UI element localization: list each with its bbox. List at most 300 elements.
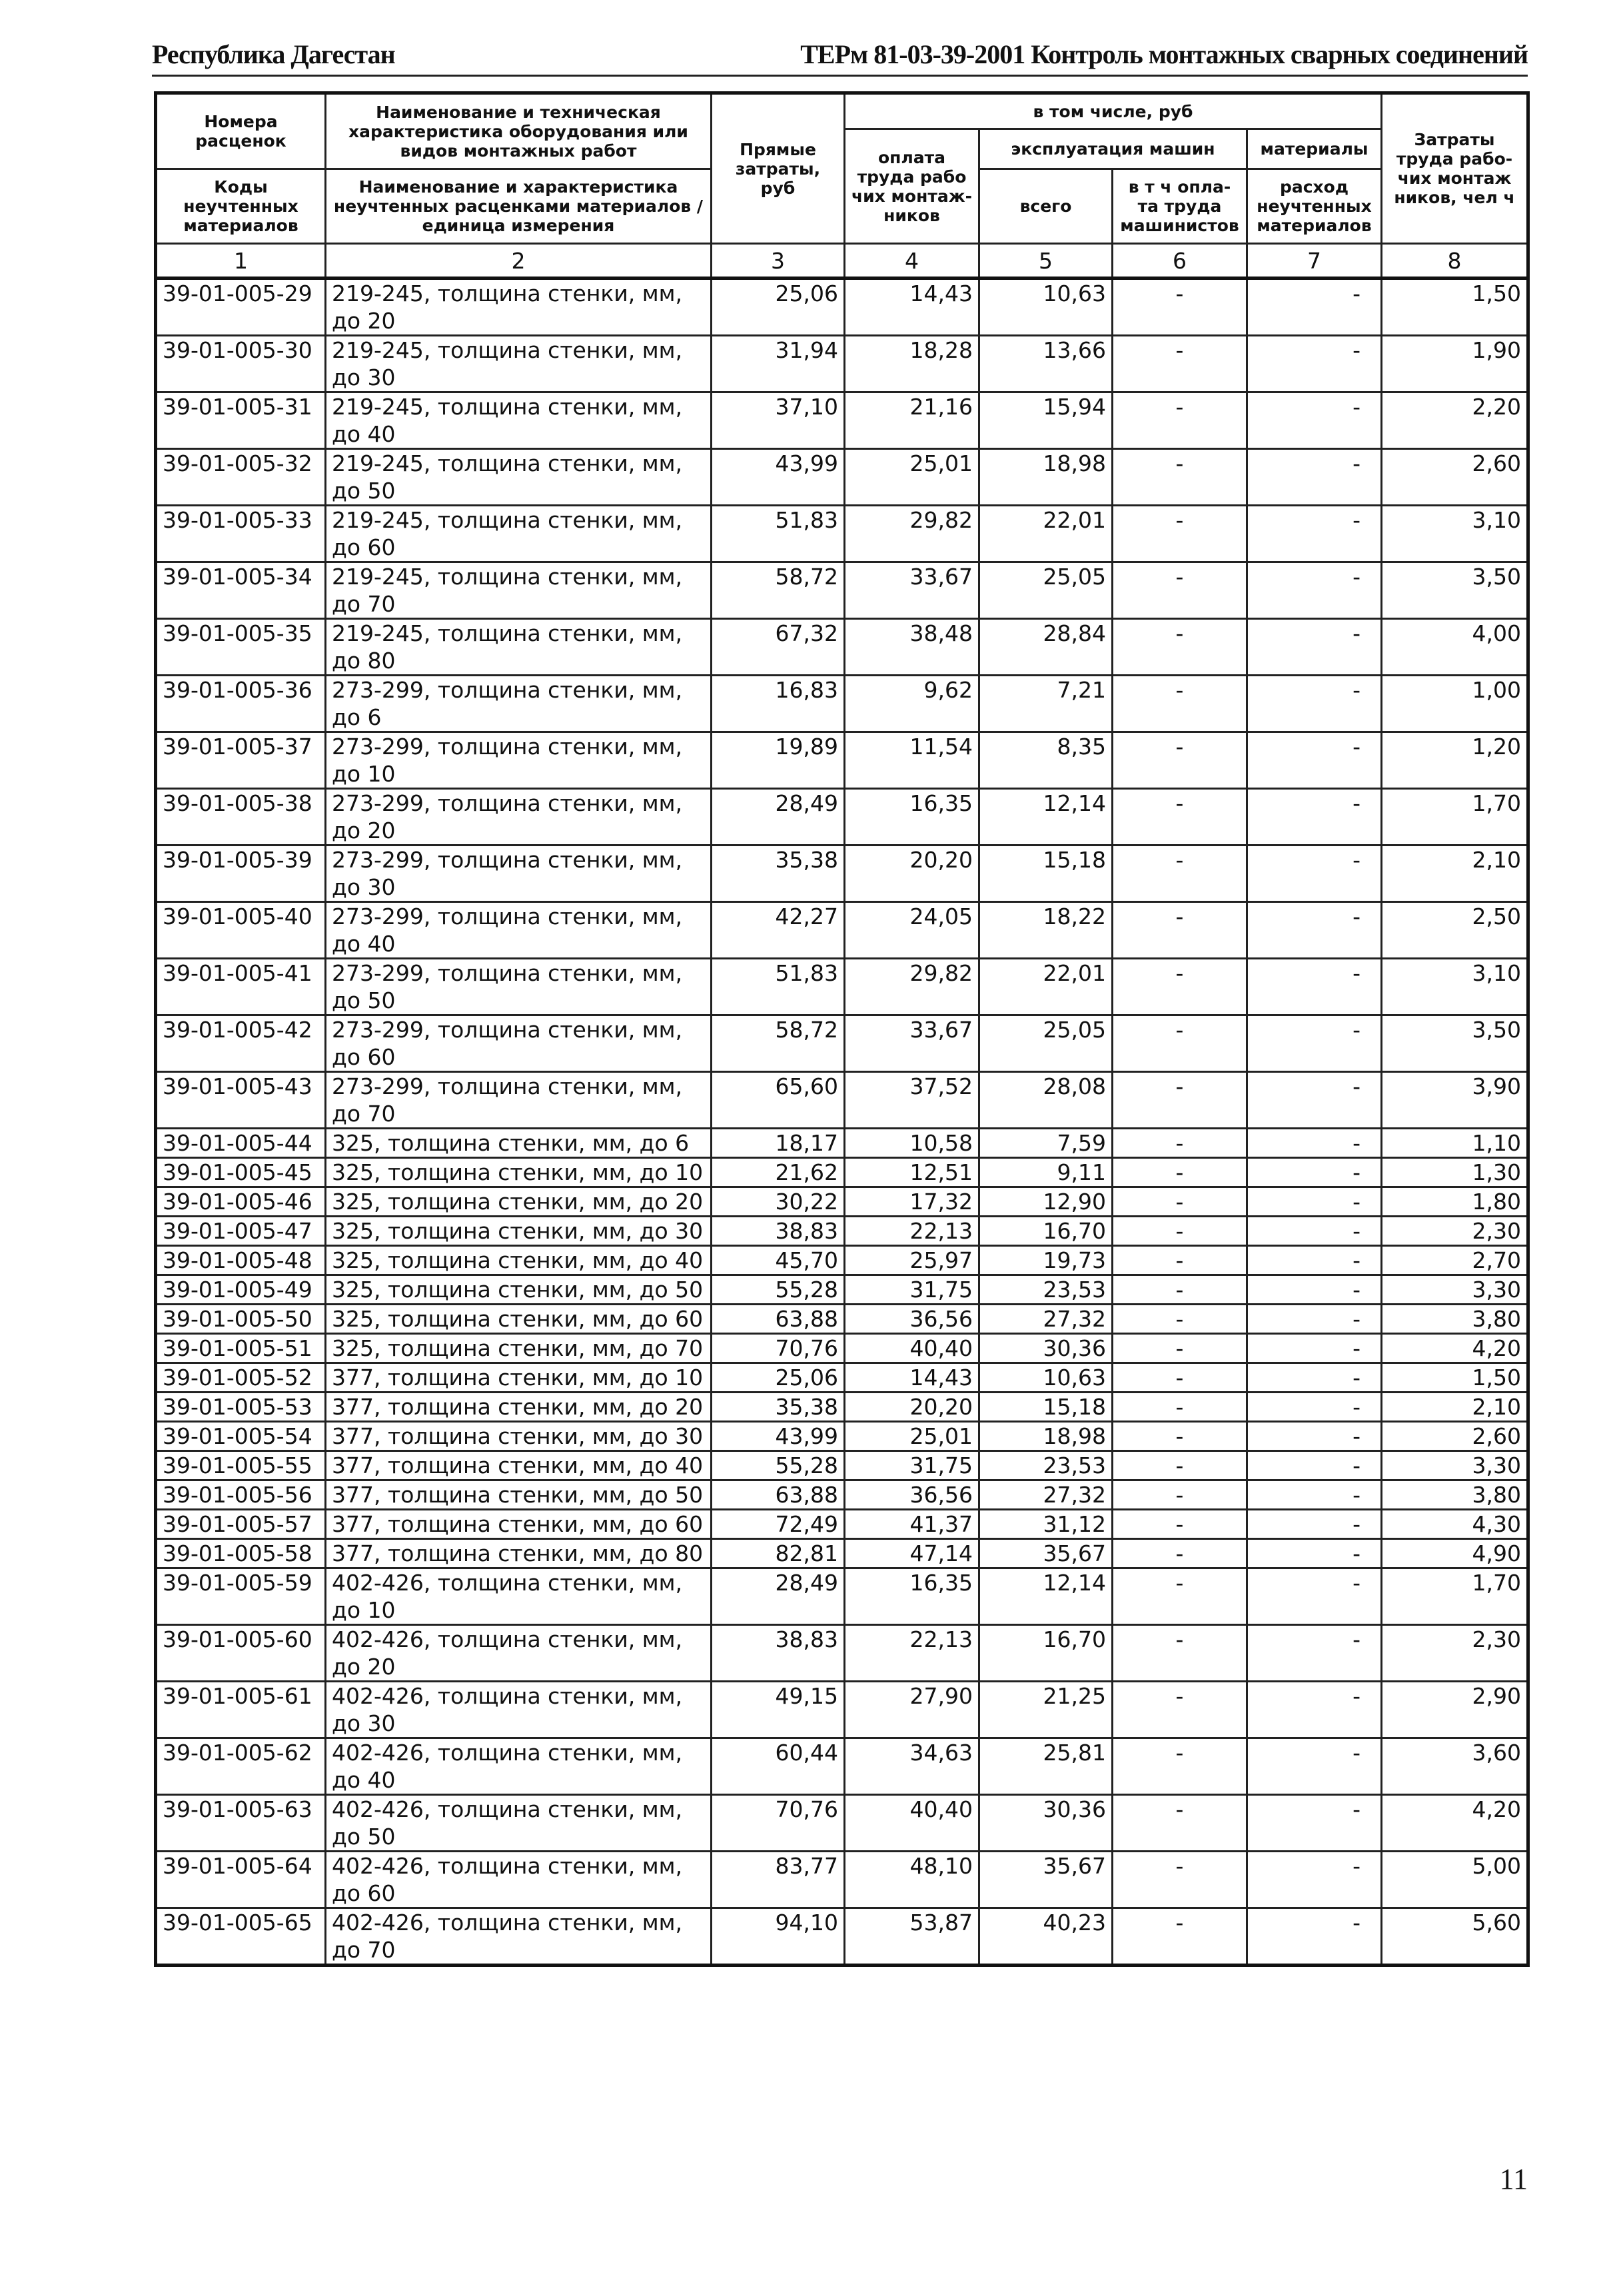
col-head-materials: материалы <box>1247 129 1382 169</box>
machines-total-cell: 15,94 <box>979 392 1113 449</box>
machines-total-cell: 15,18 <box>979 846 1113 902</box>
direct-cost-cell: 19,89 <box>712 732 845 789</box>
machines-total-cell: 27,32 <box>979 1305 1113 1334</box>
machinists-pay-cell: - <box>1113 1015 1247 1072</box>
machinists-pay-cell: - <box>1113 1795 1247 1852</box>
table-row <box>156 1908 1528 1966</box>
table-row <box>156 1072 1528 1129</box>
worker-pay-cell: 37,52 <box>845 1072 979 1129</box>
work-name-cell: 402-426, толщина стенки, мм, до 50 <box>326 1795 712 1852</box>
materials-cell: - <box>1247 1305 1382 1334</box>
machines-total-cell: 19,73 <box>979 1246 1113 1275</box>
work-name-cell: 273-299, толщина стенки, мм, до 6 <box>326 676 712 732</box>
work-name-cell: 325, толщина стенки, мм, до 50 <box>326 1275 712 1305</box>
machinists-pay-cell: - <box>1113 1451 1247 1480</box>
direct-cost-cell: 67,32 <box>712 619 845 676</box>
worker-pay-cell: 21,16 <box>845 392 979 449</box>
machines-total-cell: 18,98 <box>979 1422 1113 1451</box>
machinists-pay-cell: - <box>1113 1539 1247 1568</box>
labor-hours-cell: 1,30 <box>1382 1158 1528 1187</box>
work-name-cell: 402-426, толщина стенки, мм, до 20 <box>326 1625 712 1682</box>
materials-cell: - <box>1247 619 1382 676</box>
labor-hours-cell: 4,20 <box>1382 1795 1528 1852</box>
materials-cell: - <box>1247 1275 1382 1305</box>
rate-code-cell: 39-01-005-57 <box>156 1510 326 1539</box>
labor-hours-cell: 2,60 <box>1382 1422 1528 1451</box>
worker-pay-cell: 31,75 <box>845 1275 979 1305</box>
table-row <box>156 1217 1528 1246</box>
machinists-pay-cell: - <box>1113 1568 1247 1625</box>
rate-code-cell: 39-01-005-49 <box>156 1275 326 1305</box>
column-number: 5 <box>979 244 1113 279</box>
machinists-pay-cell: - <box>1113 732 1247 789</box>
direct-cost-cell: 38,83 <box>712 1217 845 1246</box>
worker-pay-cell: 29,82 <box>845 506 979 562</box>
column-number: 1 <box>156 244 326 279</box>
table-row <box>156 1451 1528 1480</box>
machines-total-cell: 7,21 <box>979 676 1113 732</box>
materials-cell: - <box>1247 1738 1382 1795</box>
work-name-cell: 402-426, толщина стенки, мм, до 70 <box>326 1908 712 1966</box>
rate-code-cell: 39-01-005-50 <box>156 1305 326 1334</box>
materials-cell: - <box>1247 1510 1382 1539</box>
labor-hours-cell: 4,20 <box>1382 1334 1528 1363</box>
materials-cell: - <box>1247 902 1382 959</box>
worker-pay-cell: 22,13 <box>845 1217 979 1246</box>
worker-pay-cell: 10,58 <box>845 1129 979 1158</box>
worker-pay-cell: 20,20 <box>845 846 979 902</box>
direct-cost-cell: 55,28 <box>712 1275 845 1305</box>
machines-total-cell: 9,11 <box>979 1158 1113 1187</box>
table-body <box>156 279 1528 1966</box>
table-row <box>156 1738 1528 1795</box>
materials-cell: - <box>1247 279 1382 336</box>
worker-pay-cell: 34,63 <box>845 1738 979 1795</box>
column-number: 8 <box>1382 244 1528 279</box>
direct-cost-cell: 55,28 <box>712 1451 845 1480</box>
table-row <box>156 1539 1528 1568</box>
direct-cost-cell: 35,38 <box>712 1393 845 1422</box>
machines-total-cell: 12,14 <box>979 1568 1113 1625</box>
worker-pay-cell: 38,48 <box>845 619 979 676</box>
worker-pay-cell: 17,32 <box>845 1187 979 1217</box>
rate-code-cell: 39-01-005-51 <box>156 1334 326 1363</box>
rate-code-cell: 39-01-005-39 <box>156 846 326 902</box>
direct-cost-cell: 70,76 <box>712 1334 845 1363</box>
worker-pay-cell: 40,40 <box>845 1334 979 1363</box>
rate-code-cell: 39-01-005-41 <box>156 959 326 1015</box>
machinists-pay-cell: - <box>1113 392 1247 449</box>
table-row <box>156 959 1528 1015</box>
table-row <box>156 449 1528 506</box>
machines-total-cell: 28,08 <box>979 1072 1113 1129</box>
labor-hours-cell: 5,60 <box>1382 1908 1528 1966</box>
rate-code-cell: 39-01-005-55 <box>156 1451 326 1480</box>
machines-total-cell: 7,59 <box>979 1129 1113 1158</box>
materials-cell: - <box>1247 1072 1382 1129</box>
column-number: 2 <box>326 244 712 279</box>
worker-pay-cell: 11,54 <box>845 732 979 789</box>
col-head-machines-total: всего <box>979 169 1113 244</box>
labor-hours-cell: 3,80 <box>1382 1305 1528 1334</box>
work-name-cell: 273-299, толщина стенки, мм, до 10 <box>326 732 712 789</box>
machines-total-cell: 22,01 <box>979 959 1113 1015</box>
rate-code-cell: 39-01-005-44 <box>156 1129 326 1158</box>
labor-hours-cell: 3,10 <box>1382 959 1528 1015</box>
direct-cost-cell: 51,83 <box>712 959 845 1015</box>
worker-pay-cell: 25,97 <box>845 1246 979 1275</box>
table-row <box>156 1480 1528 1510</box>
table-row <box>156 1625 1528 1682</box>
labor-hours-cell: 2,50 <box>1382 902 1528 959</box>
machinists-pay-cell: - <box>1113 676 1247 732</box>
labor-hours-cell: 2,10 <box>1382 846 1528 902</box>
worker-pay-cell: 36,56 <box>845 1480 979 1510</box>
rate-code-cell: 39-01-005-54 <box>156 1422 326 1451</box>
col-head-material-names: Наименование и характеристика неучтенных расценками материалов / единица измерения <box>326 169 712 244</box>
materials-cell: - <box>1247 562 1382 619</box>
worker-pay-cell: 25,01 <box>845 449 979 506</box>
table-row <box>156 1568 1528 1625</box>
machines-total-cell: 28,84 <box>979 619 1113 676</box>
labor-hours-cell: 2,30 <box>1382 1217 1528 1246</box>
machines-total-cell: 18,98 <box>979 449 1113 506</box>
table-row <box>156 336 1528 392</box>
page-number: 11 <box>1499 2163 1528 2195</box>
materials-cell: - <box>1247 1480 1382 1510</box>
table-row <box>156 1246 1528 1275</box>
table-row <box>156 732 1528 789</box>
machinists-pay-cell: - <box>1113 1334 1247 1363</box>
rate-code-cell: 39-01-005-65 <box>156 1908 326 1966</box>
table-row <box>156 1510 1528 1539</box>
work-name-cell: 402-426, толщина стенки, мм, до 30 <box>326 1682 712 1738</box>
work-name-cell: 325, толщина стенки, мм, до 60 <box>326 1305 712 1334</box>
materials-cell: - <box>1247 1187 1382 1217</box>
worker-pay-cell: 47,14 <box>845 1539 979 1568</box>
machines-total-cell: 40,23 <box>979 1908 1113 1966</box>
col-head-worker-pay: оплата труда рабо чих монтаж-ников <box>845 129 979 244</box>
worker-pay-cell: 53,87 <box>845 1908 979 1966</box>
direct-cost-cell: 45,70 <box>712 1246 845 1275</box>
work-name-cell: 219-245, толщина стенки, мм, до 70 <box>326 562 712 619</box>
machines-total-cell: 15,18 <box>979 1393 1113 1422</box>
materials-cell: - <box>1247 959 1382 1015</box>
materials-cell: - <box>1247 1129 1382 1158</box>
rate-code-cell: 39-01-005-56 <box>156 1480 326 1510</box>
table-row <box>156 1187 1528 1217</box>
machines-total-cell: 12,14 <box>979 789 1113 846</box>
labor-hours-cell: 2,60 <box>1382 449 1528 506</box>
column-number-row <box>156 244 1528 279</box>
table-row <box>156 1682 1528 1738</box>
work-name-cell: 273-299, толщина стенки, мм, до 70 <box>326 1072 712 1129</box>
table-row <box>156 279 1528 336</box>
materials-cell: - <box>1247 1682 1382 1738</box>
work-name-cell: 325, толщина стенки, мм, до 30 <box>326 1217 712 1246</box>
direct-cost-cell: 82,81 <box>712 1539 845 1568</box>
materials-cell: - <box>1247 846 1382 902</box>
labor-hours-cell: 2,20 <box>1382 392 1528 449</box>
machinists-pay-cell: - <box>1113 1908 1247 1966</box>
direct-cost-cell: 60,44 <box>712 1738 845 1795</box>
work-name-cell: 325, толщина стенки, мм, до 70 <box>326 1334 712 1363</box>
machinists-pay-cell: - <box>1113 1129 1247 1158</box>
work-name-cell: 377, толщина стенки, мм, до 20 <box>326 1393 712 1422</box>
table-row <box>156 902 1528 959</box>
machinists-pay-cell: - <box>1113 562 1247 619</box>
direct-cost-cell: 38,83 <box>712 1625 845 1682</box>
rate-code-cell: 39-01-005-36 <box>156 676 326 732</box>
worker-pay-cell: 20,20 <box>845 1393 979 1422</box>
direct-cost-cell: 65,60 <box>712 1072 845 1129</box>
header-document-title: ТЕРм 81-03-39-2001 Контроль монтажных сварных соединений <box>800 39 1528 69</box>
worker-pay-cell: 18,28 <box>845 336 979 392</box>
direct-cost-cell: 35,38 <box>712 846 845 902</box>
machines-total-cell: 31,12 <box>979 1510 1113 1539</box>
table-row <box>156 1852 1528 1908</box>
direct-cost-cell: 28,49 <box>712 1568 845 1625</box>
rate-code-cell: 39-01-005-29 <box>156 279 326 336</box>
materials-cell: - <box>1247 1217 1382 1246</box>
machinists-pay-cell: - <box>1113 1363 1247 1393</box>
worker-pay-cell: 36,56 <box>845 1305 979 1334</box>
rate-code-cell: 39-01-005-43 <box>156 1072 326 1129</box>
work-name-cell: 325, толщина стенки, мм, до 20 <box>326 1187 712 1217</box>
machines-total-cell: 10,63 <box>979 1363 1113 1393</box>
labor-hours-cell: 3,30 <box>1382 1451 1528 1480</box>
rate-code-cell: 39-01-005-63 <box>156 1795 326 1852</box>
col-head-material-consumption: расход неучтенных материалов <box>1247 169 1382 244</box>
work-name-cell: 402-426, толщина стенки, мм, до 10 <box>326 1568 712 1625</box>
worker-pay-cell: 27,90 <box>845 1682 979 1738</box>
work-name-cell: 273-299, толщина стенки, мм, до 50 <box>326 959 712 1015</box>
rate-code-cell: 39-01-005-47 <box>156 1217 326 1246</box>
rates-table <box>154 91 1530 1967</box>
rate-code-cell: 39-01-005-31 <box>156 392 326 449</box>
worker-pay-cell: 48,10 <box>845 1852 979 1908</box>
work-name-cell: 377, толщина стенки, мм, до 30 <box>326 1422 712 1451</box>
labor-hours-cell: 3,50 <box>1382 562 1528 619</box>
table-row <box>156 1422 1528 1451</box>
table-row <box>156 619 1528 676</box>
rate-code-cell: 39-01-005-64 <box>156 1852 326 1908</box>
table-row <box>156 1305 1528 1334</box>
machines-total-cell: 16,70 <box>979 1217 1113 1246</box>
machines-total-cell: 8,35 <box>979 732 1113 789</box>
direct-cost-cell: 25,06 <box>712 279 845 336</box>
table-head <box>156 93 1528 279</box>
machinists-pay-cell: - <box>1113 1246 1247 1275</box>
machines-total-cell: 21,25 <box>979 1682 1113 1738</box>
machinists-pay-cell: - <box>1113 1275 1247 1305</box>
machinists-pay-cell: - <box>1113 506 1247 562</box>
rate-code-cell: 39-01-005-34 <box>156 562 326 619</box>
machines-total-cell: 23,53 <box>979 1275 1113 1305</box>
machines-total-cell: 25,05 <box>979 1015 1113 1072</box>
machinists-pay-cell: - <box>1113 1422 1247 1451</box>
direct-cost-cell: 94,10 <box>712 1908 845 1966</box>
materials-cell: - <box>1247 676 1382 732</box>
machines-total-cell: 35,67 <box>979 1539 1113 1568</box>
materials-cell: - <box>1247 449 1382 506</box>
col-head-direct-costs: Прямые затраты, руб <box>712 93 845 244</box>
machinists-pay-cell: - <box>1113 449 1247 506</box>
machinists-pay-cell: - <box>1113 1510 1247 1539</box>
materials-cell: - <box>1247 1451 1382 1480</box>
rate-code-cell: 39-01-005-33 <box>156 506 326 562</box>
direct-cost-cell: 49,15 <box>712 1682 845 1738</box>
work-name-cell: 377, толщина стенки, мм, до 50 <box>326 1480 712 1510</box>
machinists-pay-cell: - <box>1113 902 1247 959</box>
table-row <box>156 1129 1528 1158</box>
work-name-cell: 377, толщина стенки, мм, до 60 <box>326 1510 712 1539</box>
col-head-including: в том числе, руб <box>845 93 1382 129</box>
materials-cell: - <box>1247 1625 1382 1682</box>
labor-hours-cell: 4,30 <box>1382 1510 1528 1539</box>
rate-code-cell: 39-01-005-59 <box>156 1568 326 1625</box>
direct-cost-cell: 21,62 <box>712 1158 845 1187</box>
column-number: 6 <box>1113 244 1247 279</box>
table-row <box>156 506 1528 562</box>
labor-hours-cell: 1,10 <box>1382 1129 1528 1158</box>
labor-hours-cell: 1,50 <box>1382 279 1528 336</box>
work-name-cell: 377, толщина стенки, мм, до 80 <box>326 1539 712 1568</box>
worker-pay-cell: 16,35 <box>845 789 979 846</box>
labor-hours-cell: 1,70 <box>1382 789 1528 846</box>
rate-code-cell: 39-01-005-35 <box>156 619 326 676</box>
machinists-pay-cell: - <box>1113 1480 1247 1510</box>
materials-cell: - <box>1247 336 1382 392</box>
labor-hours-cell: 3,60 <box>1382 1738 1528 1795</box>
worker-pay-cell: 33,67 <box>845 1015 979 1072</box>
machines-total-cell: 10,63 <box>979 279 1113 336</box>
machines-total-cell: 12,90 <box>979 1187 1113 1217</box>
materials-cell: - <box>1247 1539 1382 1568</box>
work-name-cell: 273-299, толщина стенки, мм, до 60 <box>326 1015 712 1072</box>
table-row <box>156 1334 1528 1363</box>
machinists-pay-cell: - <box>1113 959 1247 1015</box>
work-name-cell: 402-426, толщина стенки, мм, до 40 <box>326 1738 712 1795</box>
column-number: 4 <box>845 244 979 279</box>
direct-cost-cell: 63,88 <box>712 1480 845 1510</box>
machinists-pay-cell: - <box>1113 1187 1247 1217</box>
table-row <box>156 392 1528 449</box>
table-row <box>156 1275 1528 1305</box>
materials-cell: - <box>1247 1852 1382 1908</box>
work-name-cell: 219-245, толщина стенки, мм, до 20 <box>326 279 712 336</box>
labor-hours-cell: 1,90 <box>1382 336 1528 392</box>
worker-pay-cell: 22,13 <box>845 1625 979 1682</box>
machines-total-cell: 23,53 <box>979 1451 1113 1480</box>
rate-code-cell: 39-01-005-30 <box>156 336 326 392</box>
machinists-pay-cell: - <box>1113 1738 1247 1795</box>
rate-code-cell: 39-01-005-42 <box>156 1015 326 1072</box>
header-rule <box>152 75 1528 77</box>
materials-cell: - <box>1247 1393 1382 1422</box>
worker-pay-cell: 31,75 <box>845 1451 979 1480</box>
machines-total-cell: 16,70 <box>979 1625 1113 1682</box>
col-head-work-name: Наименование и техническая характеристика оборудования или видов монтажных работ <box>326 93 712 169</box>
machinists-pay-cell: - <box>1113 1305 1247 1334</box>
rate-code-cell: 39-01-005-37 <box>156 732 326 789</box>
labor-hours-cell: 3,80 <box>1382 1480 1528 1510</box>
direct-cost-cell: 30,22 <box>712 1187 845 1217</box>
table-row <box>156 846 1528 902</box>
direct-cost-cell: 51,83 <box>712 506 845 562</box>
machines-total-cell: 25,81 <box>979 1738 1113 1795</box>
column-number: 3 <box>712 244 845 279</box>
worker-pay-cell: 33,67 <box>845 562 979 619</box>
machinists-pay-cell: - <box>1113 1158 1247 1187</box>
direct-cost-cell: 37,10 <box>712 392 845 449</box>
materials-cell: - <box>1247 1568 1382 1625</box>
work-name-cell: 273-299, толщина стенки, мм, до 30 <box>326 846 712 902</box>
labor-hours-cell: 1,80 <box>1382 1187 1528 1217</box>
labor-hours-cell: 2,30 <box>1382 1625 1528 1682</box>
work-name-cell: 219-245, толщина стенки, мм, до 40 <box>326 392 712 449</box>
materials-cell: - <box>1247 1334 1382 1363</box>
col-head-rate-numbers: Номера расценок <box>156 93 326 169</box>
direct-cost-cell: 16,83 <box>712 676 845 732</box>
labor-hours-cell: 3,90 <box>1382 1072 1528 1129</box>
machinists-pay-cell: - <box>1113 846 1247 902</box>
labor-hours-cell: 4,00 <box>1382 619 1528 676</box>
table-row <box>156 1393 1528 1422</box>
machinists-pay-cell: - <box>1113 1217 1247 1246</box>
direct-cost-cell: 63,88 <box>712 1305 845 1334</box>
machines-total-cell: 22,01 <box>979 506 1113 562</box>
direct-cost-cell: 70,76 <box>712 1795 845 1852</box>
col-head-machines: эксплуатация машин <box>979 129 1247 169</box>
materials-cell: - <box>1247 1908 1382 1966</box>
rate-code-cell: 39-01-005-48 <box>156 1246 326 1275</box>
work-name-cell: 273-299, толщина стенки, мм, до 40 <box>326 902 712 959</box>
work-name-cell: 377, толщина стенки, мм, до 40 <box>326 1451 712 1480</box>
worker-pay-cell: 16,35 <box>845 1568 979 1625</box>
materials-cell: - <box>1247 1158 1382 1187</box>
direct-cost-cell: 28,49 <box>712 789 845 846</box>
machines-total-cell: 18,22 <box>979 902 1113 959</box>
machinists-pay-cell: - <box>1113 1852 1247 1908</box>
labor-hours-cell: 1,00 <box>1382 676 1528 732</box>
work-name-cell: 402-426, толщина стенки, мм, до 60 <box>326 1852 712 1908</box>
direct-cost-cell: 42,27 <box>712 902 845 959</box>
table-row <box>156 789 1528 846</box>
labor-hours-cell: 3,50 <box>1382 1015 1528 1072</box>
materials-cell: - <box>1247 732 1382 789</box>
direct-cost-cell: 58,72 <box>712 1015 845 1072</box>
materials-cell: - <box>1247 1795 1382 1852</box>
labor-hours-cell: 2,10 <box>1382 1393 1528 1422</box>
work-name-cell: 219-245, толщина стенки, мм, до 30 <box>326 336 712 392</box>
machinists-pay-cell: - <box>1113 619 1247 676</box>
materials-cell: - <box>1247 1015 1382 1072</box>
machinists-pay-cell: - <box>1113 279 1247 336</box>
labor-hours-cell: 5,00 <box>1382 1852 1528 1908</box>
machinists-pay-cell: - <box>1113 1682 1247 1738</box>
materials-cell: - <box>1247 1422 1382 1451</box>
table-row <box>156 1015 1528 1072</box>
work-name-cell: 377, толщина стенки, мм, до 10 <box>326 1363 712 1393</box>
machines-total-cell: 30,36 <box>979 1795 1113 1852</box>
table-row <box>156 1363 1528 1393</box>
direct-cost-cell: 43,99 <box>712 449 845 506</box>
rate-code-cell: 39-01-005-52 <box>156 1363 326 1393</box>
worker-pay-cell: 12,51 <box>845 1158 979 1187</box>
work-name-cell: 325, толщина стенки, мм, до 6 <box>326 1129 712 1158</box>
direct-cost-cell: 83,77 <box>712 1852 845 1908</box>
